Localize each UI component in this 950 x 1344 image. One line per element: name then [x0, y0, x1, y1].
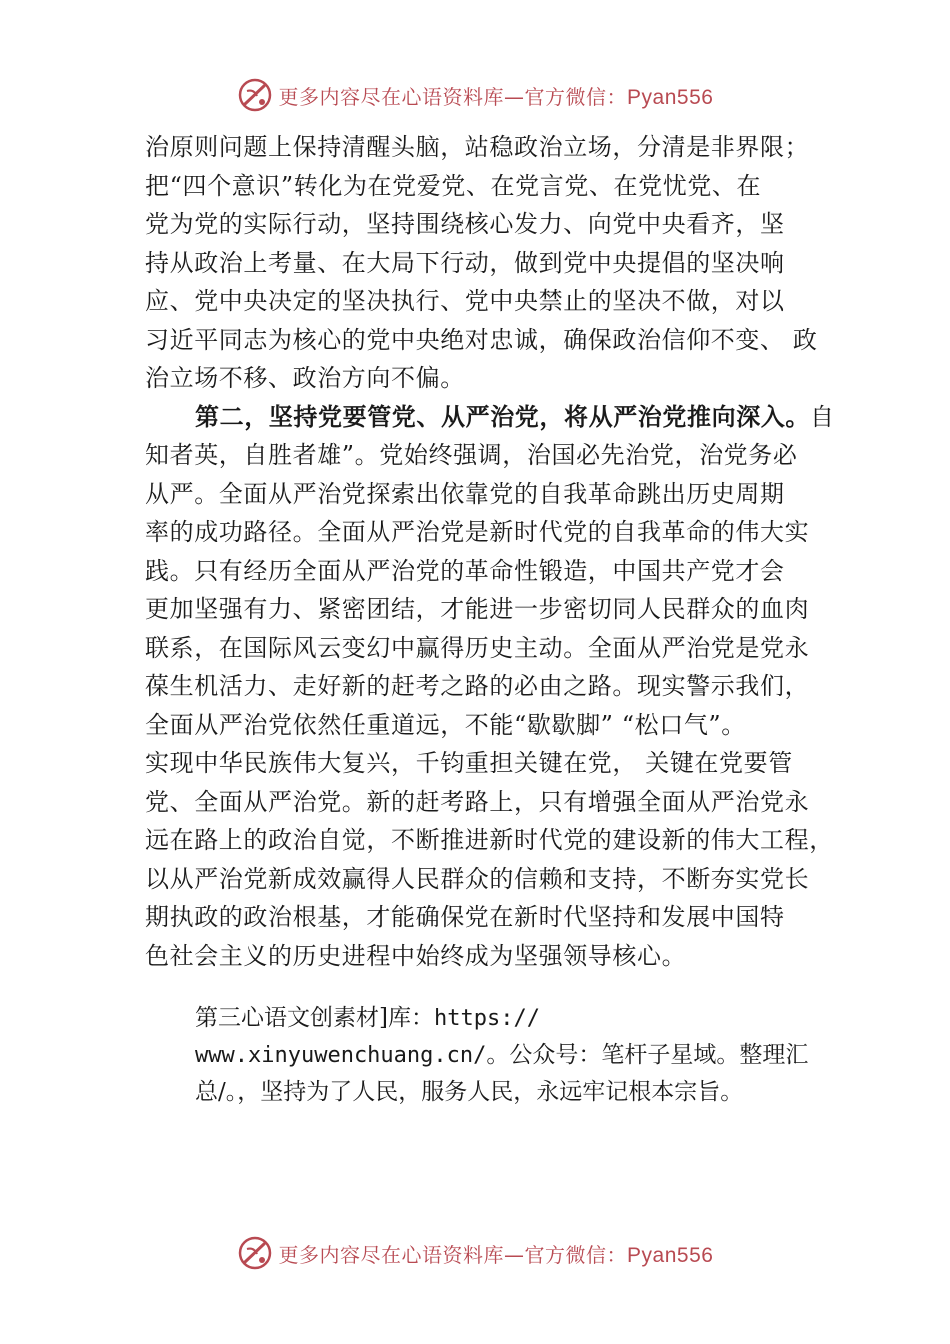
note-line-2: www.xinyuwenchuang.cn/。公众号：笔杆子星域。整理汇	[195, 1042, 809, 1068]
text-line: 更加坚强有力、紧密团结，才能进一步密切同人民群众的血肉	[145, 595, 810, 623]
text-line: 期执政的政治根基，才能确保党在新时代坚持和发展中国特	[145, 903, 785, 931]
wechat-id: Pyan556	[627, 85, 714, 109]
text-line: 治原则问题上保持清醒头脑，站稳政治立场，分清是非界限；	[145, 133, 810, 161]
header-banner	[0, 70, 950, 120]
text-line: 党、全面从严治党。新的赶考路上，只有增强全面从严治党永	[145, 787, 810, 816]
footer-banner-text: 更多内容尽在心语资料库—官方微信：Pyan556	[278, 1242, 714, 1267]
text-line: 治立场不移、政治方向不偏。	[145, 364, 465, 392]
note-line-3: 总/。，坚持为了人民，服务人民，永远牢记根本宗旨。	[195, 1079, 744, 1105]
source-note	[195, 1000, 855, 1111]
text-line: 从严。全面从严治党探索出依靠党的自我革命跳出历史周期	[145, 479, 785, 508]
text-line: 实现中华民族伟大复兴，千钧重担关键在党， 关键在党要管	[145, 749, 793, 777]
text-line: 知者英，自胜者雄”。党始终强调，治国必先治党，治党务必	[145, 441, 798, 469]
note-url-part-1: https://	[433, 1006, 540, 1031]
paragraph-1	[145, 128, 825, 398]
note-line-1: 第三心语文创素材]库：https://	[195, 1005, 540, 1031]
paragraph-2-first-line: 第二，坚持党要管党、从严治党，将从严治党推向深入。自	[195, 402, 835, 431]
text-line: 践。只有经历全面从严治党的革命性锻造，中国共产党才会	[145, 556, 785, 585]
text-line: 葆生机活力、走好新的赶考之路的必由之路。现实警示我们，	[145, 672, 810, 700]
text-line: 率的成功路径。全面从严治党是新时代党的自我革命的伟大实	[145, 518, 810, 546]
text-line: 以从严治党新成效赢得人民群众的信赖和支持，不断夯实党长	[145, 864, 810, 893]
text-line: 远在路上的政治自觉，不断推进新时代党的建设新的伟大工程，	[145, 826, 834, 854]
text-line: 习近平同志为核心的党中央绝对忠诚，确保政治信仰不变、 政	[145, 325, 818, 354]
document-body	[145, 128, 835, 975]
text-line: 全面从严治党依然任重道远，不能“歇歇脚” “松口气”。	[145, 710, 746, 739]
header-banner-text: 更多内容尽在心语资料库—官方微信：Pyan556	[278, 84, 714, 109]
text-line: 把“四个意识”转化为在党爱党、在党言党、在党忧党、在	[145, 171, 762, 200]
text-line: 持从政治上考量、在大局下行动，做到党中央提倡的坚决响	[145, 248, 785, 277]
footer-banner	[0, 1228, 950, 1278]
paragraph-2	[145, 398, 835, 976]
text-line: 党为党的实际行动，坚持围绕核心发力、向党中央看齐，坚	[145, 210, 785, 238]
text-line: 色社会主义的历史进程中始终成为坚强领导核心。	[145, 941, 687, 970]
section-heading: 第二，坚持党要管党、从严治党，将从严治党推向深入。	[195, 402, 810, 431]
text-line: 应、党中央决定的坚决执行、党中央禁止的坚决不做，对以	[145, 287, 785, 315]
brush-logo-icon	[237, 77, 273, 113]
note-url-part-2: www.xinyuwenchuang.cn/	[195, 1043, 487, 1068]
text-line: 联系，在国际风云变幻中赢得历史主动。全面从严治党是党永	[145, 633, 810, 662]
wechat-id: Pyan556	[627, 1243, 714, 1267]
brush-logo-icon	[237, 1235, 273, 1271]
